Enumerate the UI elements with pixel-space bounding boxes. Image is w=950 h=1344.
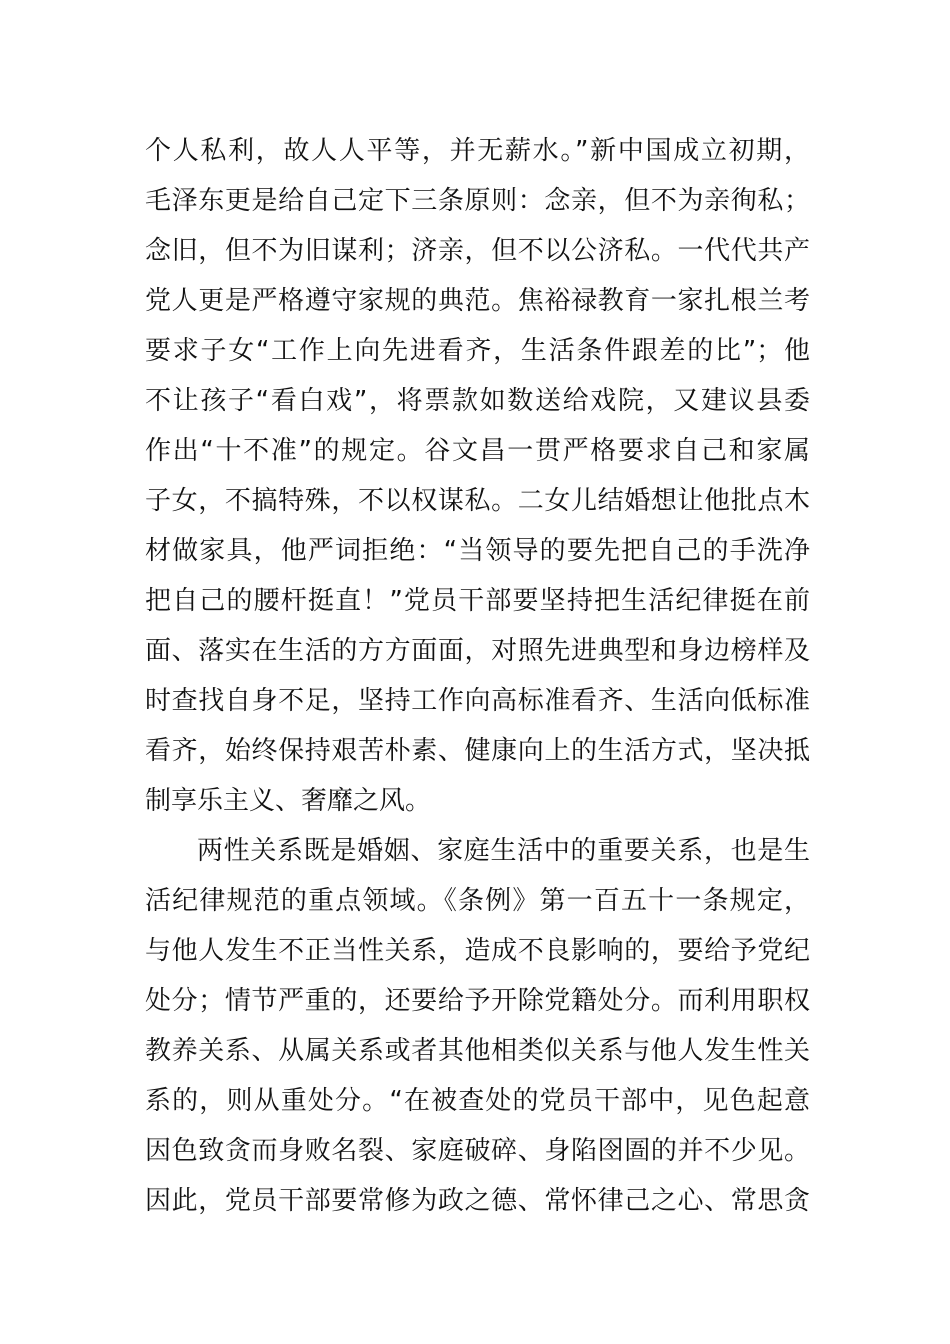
text-line: 面、落实在生活的方方面面，对照先进典型和身边榜样及: [145, 636, 810, 666]
text-line: 因色致贪而身败名裂、家庭破碎、身陷囹圄的并不少见。: [145, 1136, 810, 1166]
text-line: 因此，党员干部要常修为政之德、常怀律己之心、常思贪: [145, 1186, 810, 1216]
text-line: 制享乐主义、奢靡之风。: [145, 786, 432, 816]
text-line: 子女，不搞特殊，不以权谋私。二女儿结婚想让他批点木: [145, 486, 810, 516]
text-line: 作出“十不准”的规定。谷文昌一贯严格要求自己和家属: [145, 436, 810, 466]
text-line: 个人私利，故人人平等，并无薪水。”新中国成立初期，: [145, 136, 810, 166]
body-text: [145, 126, 810, 1226]
text-line: 毛泽东更是给自己定下三条原则：念亲，但不为亲徇私；: [145, 186, 810, 216]
text-line: 时查找自身不足，坚持工作向高标准看齐、生活向低标准: [145, 686, 810, 716]
paragraph-1: [145, 126, 810, 826]
text-line: 与他人发生不正当性关系，造成不良影响的，要给予党纪: [145, 936, 810, 966]
text-line: 材做家具，他严词拒绝：“当领导的要先把自己的手洗净: [145, 536, 810, 566]
paragraph-2: [145, 826, 810, 1226]
text-line: 看齐，始终保持艰苦朴素、健康向上的生活方式，坚决抵: [145, 736, 810, 766]
text-line: 党人更是严格遵守家规的典范。焦裕禄教育一家扎根兰考: [145, 286, 810, 316]
text-line: 把自己的腰杆挺直！”党员干部要坚持把生活纪律挺在前: [145, 586, 810, 616]
text-line: 教养关系、从属关系或者其他相类似关系与他人发生性关: [145, 1036, 810, 1066]
text-line: 系的，则从重处分。“在被查处的党员干部中，见色起意: [145, 1086, 810, 1116]
text-line: 两性关系既是婚姻、家庭生活中的重要关系，也是生: [197, 836, 810, 866]
text-line: 活纪律规范的重点领域。《条例》第一百五十一条规定，: [145, 886, 810, 916]
text-line: 念旧，但不为旧谋利；济亲，但不以公济私。一代代共产: [145, 236, 810, 266]
text-line: 不让孩子“看白戏”，将票款如数送给戏院，又建议县委: [145, 386, 810, 416]
text-line: 处分；情节严重的，还要给予开除党籍处分。而利用职权: [145, 986, 810, 1016]
text-line: 要求子女“工作上向先进看齐，生活条件跟差的比”；他: [145, 336, 810, 366]
